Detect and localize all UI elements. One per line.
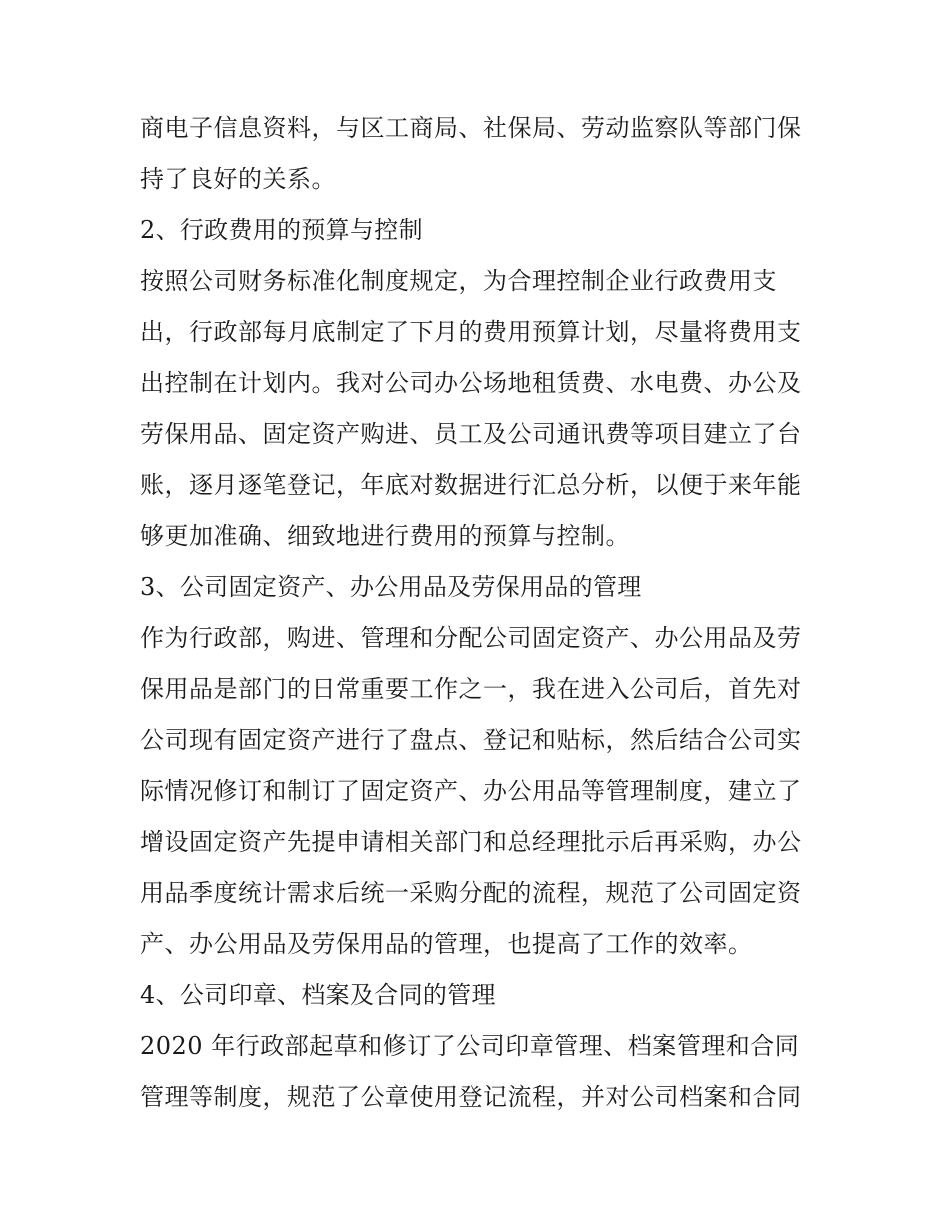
body-line: 作为行政部，购进、管理和分配公司固定资产、办公用品及劳 [140,624,802,652]
body-line: 2020 年行政部起草和修订了公司印章管理、档案管理和合同 [140,1032,800,1060]
body-line: 用品季度统计需求后统一采购分配的流程，规范了公司固定资 [140,879,802,907]
body-line: 公司现有固定资产进行了盘点、登记和贴标，然后结合公司实 [140,726,802,754]
body-line: 劳保用品、固定资产购进、员工及公司通讯费等项目建立了台 [140,420,802,448]
body-line: 际情况修订和制订了固定资产、办公用品等管理制度，建立了 [140,777,802,805]
body-line: 产、办公用品及劳保用品的管理，也提高了工作的效率。 [140,930,753,958]
body-line: 持了良好的关系。 [140,165,336,193]
body-line: 保用品是部门的日常重要工作之一，我在进入公司后，首先对 [140,675,802,703]
body-line: 商电子信息资料，与区工商局、社保局、劳动监察队等部门保 [140,114,802,142]
body-line: 账，逐月逐笔登记，年底对数据进行汇总分析，以便于来年能 [140,471,802,499]
section-heading: 3、公司固定资产、办公用品及劳保用品的管理 [140,573,642,601]
body-line: 按照公司财务标准化制度规定，为合理控制企业行政费用支 [140,267,777,295]
body-line: 增设固定资产先提申请相关部门和总经理批示后再采购，办公 [140,828,802,856]
document-body [140,103,820,1123]
body-line: 管理等制度，规范了公章使用登记流程，并对公司档案和合同 [140,1083,802,1111]
body-line: 出，行政部每月底制定了下月的费用预算计划，尽量将费用支 [140,318,802,346]
body-line: 够更加准确、细致地进行费用的预算与控制。 [140,522,630,550]
section-heading: 4、公司印章、档案及合同的管理 [140,981,496,1009]
section-heading: 2、行政费用的预算与控制 [140,216,423,244]
body-line: 出控制在计划内。我对公司办公场地租赁费、水电费、办公及 [140,369,802,397]
